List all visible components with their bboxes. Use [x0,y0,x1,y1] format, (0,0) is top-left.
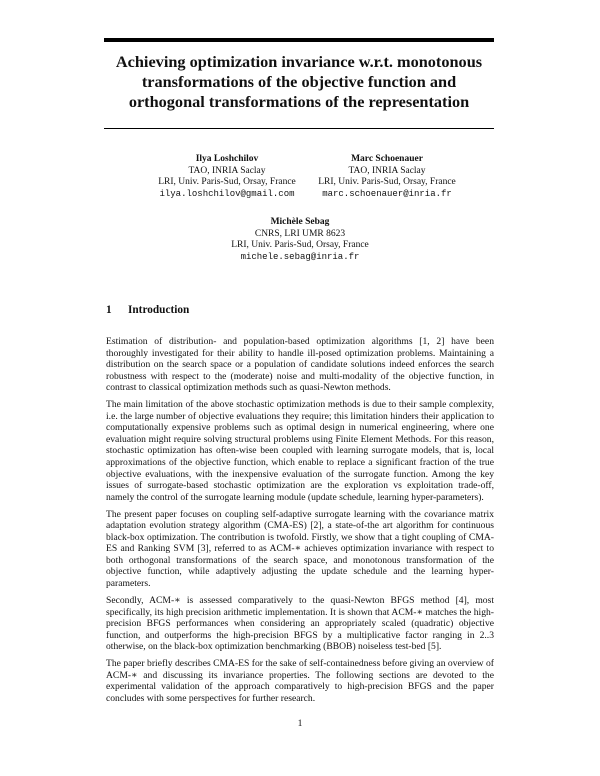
paragraph: Estimation of distribution- and population-based optimization algorithms [1, 2] have been thoroughly investigated for their ability to handle ill-posed optimization problems. Maintaining a distribution on the search space or a population of candidate solutions indeed enforces the search robustness with respect to the (moderate) noise and multi-modality of the objective function, in contrast to classical optimization methods such as quasi-Newton methods. [106,336,494,394]
body-text [106,336,494,710]
section-number: 1 [106,304,112,316]
title-bottom-rule [104,128,494,129]
author-name: Marc Schoenauer [351,154,423,164]
author-name: Michèle Sebag [270,217,330,227]
author-affiliation: LRI, Univ. Paris-Sud, Orsay, France [231,240,369,251]
title-line-2: transformations of the objective function and [141,72,457,91]
paper-title [100,52,498,112]
author-block-3 [200,217,400,263]
paragraph: The main limitation of the above stochastic optimization methods is due to their sample complexity, i.e. the large number of objective evaluations they require; this limitation hinders their application to computationally expensive problems such as optimal design in numerical engineering, where one evaluation might require solving structural problems using Finite Element Methods. For this reason, stochastic optimization has often-wise been coupled with learning surrogate models, that is, local approximations of the objective function, which enable to replace a significant fraction of the true objective evaluations, with the inexpensive evaluation of the surrogate function. Among the key issues of surrogate-based stochastic optimization are the exploration vs exploitation trade-off, namely the control of the surrogate learning module (update schedule, learning hyper-parameters). [106,399,494,503]
section-title: Introduction [128,304,190,316]
author-affiliation: TAO, INRIA Saclay [348,165,426,176]
title-top-rule [104,38,494,42]
paragraph: The paper briefly describes CMA-ES for the sake of self-containedness before giving an overview of ACM-∗ and discussing its invariance properties. The following sections are devoted to the experimental validation of the approach comparatively to high-precision BFGS and the paper concludes with some perspectives for further research. [106,658,494,704]
author-email[interactable]: marc.schoenauer@inria.fr [322,188,452,199]
author-block-2 [287,154,487,200]
author-affiliation: TAO, INRIA Saclay [188,165,266,176]
author-email[interactable]: michele.sebag@inria.fr [240,251,360,262]
paragraph: The present paper focuses on coupling self-adaptive surrogate learning with the covariance matrix adaptation evolution strategy algorithm (CMA-ES) [2], a state-of-the art algorithm for continuous black-box optimization. The contribution is twofold. Firstly, we show that a tight coupling of CMA-ES and Ranking SVM [3], referred to as ACM-∗ achieves optimization invariance with respect to both orthogonal transformations of the search space, and monotonous transformation of the objective function, while adaptively adjusting the update schedule and the learning hyper-parameters. [106,508,494,589]
author-affiliation: LRI, Univ. Paris-Sud, Orsay, France [158,177,296,188]
page-number: 1 [297,718,303,729]
author-name: Ilya Loshchilov [195,154,259,164]
author-email[interactable]: ilya.loshchilov@gmail.com [159,188,295,199]
title-line-1: Achieving optimization invariance w.r.t. monotonous [115,52,483,71]
paragraph: Secondly, ACM-∗ is assessed comparatively to the quasi-Newton BFGS method [4], most specifically, its high precision arithmetic implementation. It is shown that ACM-∗ matches the high-precision BFGS performances when considering an appropriately scaled (quadratic) objective function, and outperforms the high-precision BFGS by a multiplicative factor ranging in 2..3 otherwise, on the black-box optimization benchmarking (BBOB) noiseless test-bed [5]. [106,594,494,653]
title-line-3: orthogonal transformations of the representation [128,92,470,111]
section-heading [106,304,189,316]
author-affiliation: CNRS, LRI UMR 8623 [254,228,346,239]
author-affiliation: LRI, Univ. Paris-Sud, Orsay, France [318,177,456,188]
